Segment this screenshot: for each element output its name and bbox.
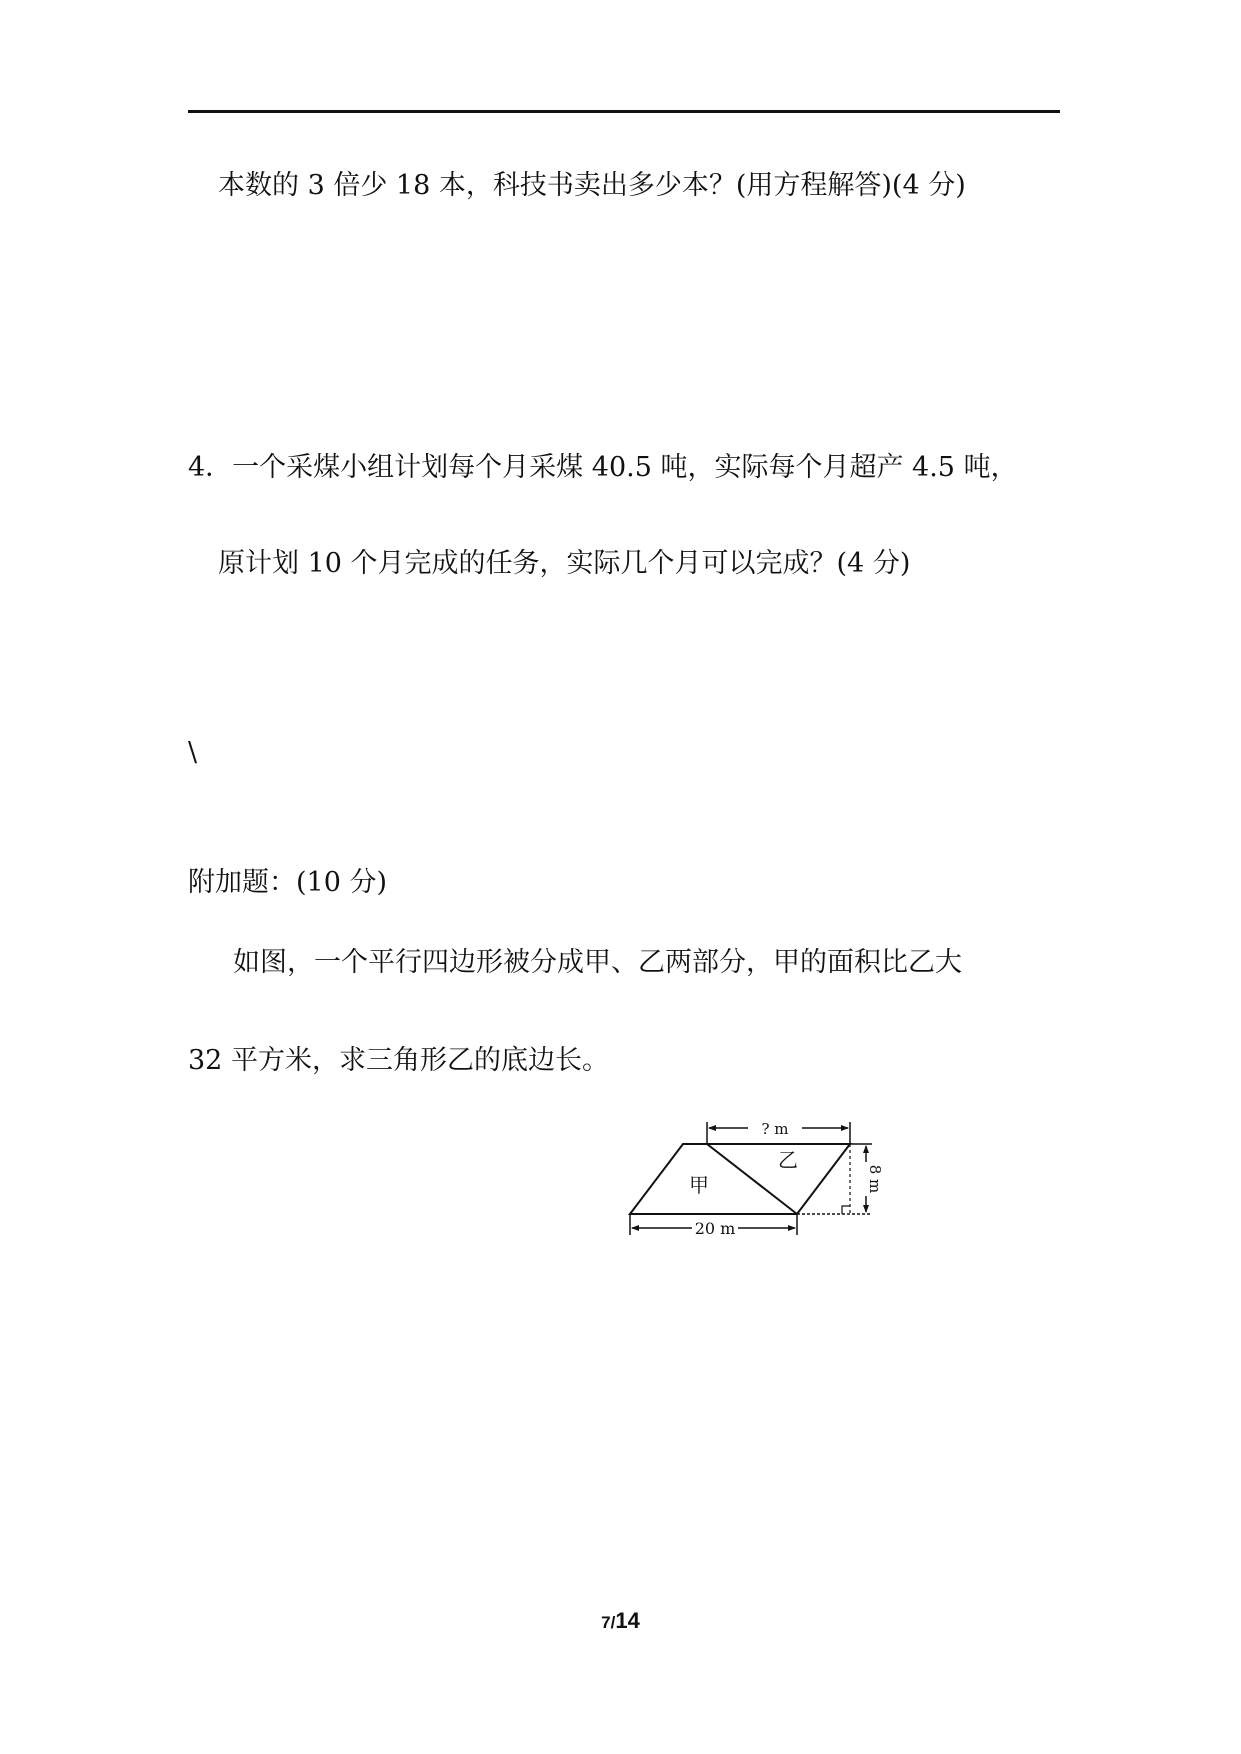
base-dimension-label: 20 m (694, 1219, 736, 1238)
base-dim-left-arrow (631, 1225, 639, 1231)
height-dim-top-arrow (863, 1145, 869, 1153)
bonus-text-line-1: 如图，一个平行四边形被分成甲、乙两部分，甲的面积比乙大 (233, 947, 962, 978)
top-dim-right-arrow (841, 1125, 849, 1131)
region-jia-label: 甲 (689, 1173, 709, 1197)
parallelogram-outline (630, 1144, 850, 1214)
bonus-text-line-2: 32 平方米，求三角形乙的底边长。 (188, 1045, 609, 1076)
height-dim-bottom-arrow (863, 1205, 869, 1213)
question-4-line-1: 4．一个采煤小组计划每个月采煤 40.5 吨，实际每个月超产 4.5 吨， (188, 452, 1018, 483)
bonus-heading: 附加题：(10 分) (188, 867, 388, 898)
right-angle-mark (842, 1206, 850, 1214)
question-4-line-2: 原计划 10 个月完成的任务，实际几个月可以完成？(4 分) (218, 548, 911, 579)
page-total: 14 (615, 1608, 640, 1633)
top-dimension-label: ? m (761, 1120, 789, 1138)
page-current: 7/ (601, 1613, 616, 1632)
region-yi-label: 乙 (778, 1148, 798, 1172)
header-rule (188, 110, 1060, 113)
stray-mark: \ (188, 737, 198, 768)
page-number (0, 1608, 1241, 1634)
base-dim-right-arrow (788, 1225, 796, 1231)
top-dim-left-arrow (708, 1125, 716, 1131)
parallelogram-figure (620, 1115, 884, 1245)
height-dimension-label: 8 m (866, 1164, 884, 1194)
question-3-continuation: 本数的 3 倍少 18 本，科技书卖出多少本？(用方程解答)(4 分) (218, 170, 966, 201)
